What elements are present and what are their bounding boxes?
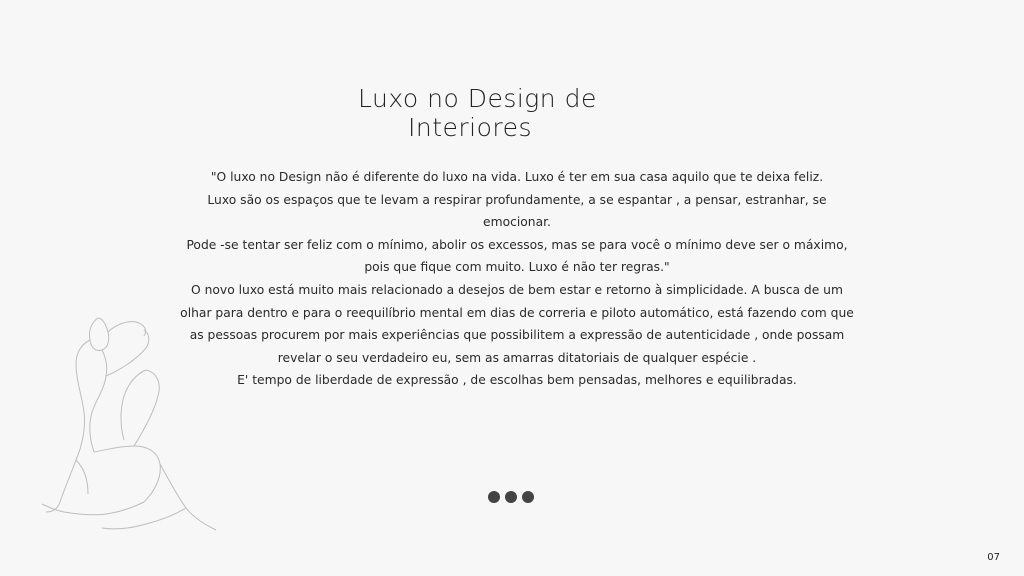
paragraph: O novo luxo está muito mais relacionado a desejos de bem estar e retorno à simplicidade. A busca de um olhar para dentro e para o reequilíbrio mental em dias de correria e piloto automático, está fazendo com que as pessoas procurem por mais experiências que possibilitem a expressão de autenticidade , onde possam revelar o seu verdadeiro eu, sem as amarras ditatoriais de qualquer espécie . — [180, 282, 854, 365]
title-line-1: Luxo no Design de — [358, 84, 597, 113]
title-line-2: Interiores — [408, 113, 533, 142]
page-title — [300, 84, 720, 142]
paragraph: E' tempo de liberdade de expressão , de escolhas bem pensadas, melhores e equilibradas. — [237, 373, 797, 388]
paragraph: Luxo são os espaços que te levam a respirar profundamente, a se espantar , a pensar, estranhar, se emocionar. — [207, 192, 827, 230]
ellipsis-dots-icon — [488, 491, 534, 503]
paragraph: Pode -se tentar ser feliz com o mínimo, abolir os excessos, mas se para você o mínimo deve ser o máximo, pois que fique com muito. Luxo é não ter regras." — [186, 237, 848, 275]
paragraph: "O luxo no Design não é diferente do luxo na vida. Luxo é ter em sua casa aquilo que te deixa feliz. — [210, 170, 824, 184]
body-text — [180, 166, 854, 392]
dot — [505, 491, 517, 503]
dot — [488, 491, 500, 503]
page-number: 07 — [987, 552, 1000, 563]
dot — [522, 491, 534, 503]
